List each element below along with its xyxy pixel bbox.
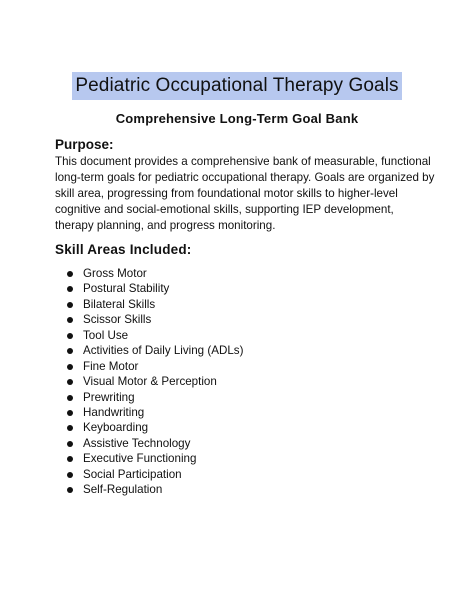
skill-area-label: Postural Stability <box>83 282 170 296</box>
skill-area-label: Fine Motor <box>83 359 139 373</box>
bullet-icon <box>67 302 73 308</box>
skill-area-label: Executive Functioning <box>83 452 197 466</box>
skill-area-list-item <box>64 482 243 497</box>
skill-area-label: Bilateral Skills <box>83 297 156 311</box>
skill-area-label: Prewriting <box>83 390 135 404</box>
skill-area-label: Social Participation <box>83 467 182 481</box>
bullet-icon <box>67 271 73 277</box>
skill-area-list-item <box>64 420 243 435</box>
skill-area-label: Visual Motor & Perception <box>83 375 217 389</box>
skill-area-list-item <box>64 281 243 296</box>
skill-area-list-item <box>64 436 243 451</box>
bullet-icon <box>67 348 73 354</box>
skill-area-list-item <box>64 297 243 312</box>
skill-area-list-item <box>64 467 243 482</box>
skill-areas-heading: Skill Areas Included: <box>55 242 192 257</box>
bullet-icon <box>67 364 73 370</box>
bullet-icon <box>67 487 73 493</box>
bullet-icon <box>67 456 73 462</box>
title-container <box>0 72 474 100</box>
skill-area-list-item <box>64 451 243 466</box>
skill-area-label: Scissor Skills <box>83 313 152 327</box>
document-title: Pediatric Occupational Therapy Goals <box>72 72 401 100</box>
skill-area-label: Tool Use <box>83 328 129 342</box>
bullet-icon <box>67 472 73 478</box>
skill-area-list-item <box>64 328 243 343</box>
bullet-icon <box>67 425 73 431</box>
skill-area-list-item <box>64 266 243 281</box>
document-subtitle: Comprehensive Long-Term Goal Bank <box>115 111 359 126</box>
skill-area-label: Keyboarding <box>83 421 149 435</box>
skill-area-label: Activities of Daily Living (ADLs) <box>83 344 244 358</box>
skill-area-list-item <box>64 312 243 327</box>
bullet-icon <box>67 379 73 385</box>
bullet-icon <box>67 286 73 292</box>
skill-area-list-item <box>64 405 243 420</box>
skill-area-list-item <box>64 374 243 389</box>
skill-area-label: Assistive Technology <box>83 436 191 450</box>
skill-areas-list <box>64 266 243 498</box>
bullet-icon <box>67 441 73 447</box>
skill-area-list-item <box>64 343 243 358</box>
bullet-icon <box>67 410 73 416</box>
bullet-icon <box>67 333 73 339</box>
skill-area-list-item <box>64 359 243 374</box>
skill-area-list-item <box>64 390 243 405</box>
skill-area-label: Handwriting <box>83 405 145 419</box>
skill-area-label: Self-Regulation <box>83 483 163 497</box>
purpose-heading: Purpose: <box>55 137 114 152</box>
bullet-icon <box>67 317 73 323</box>
purpose-paragraph: This document provides a comprehensive bank of measurable, functional long-term goals for pediatric occupational therapy. Goals are organized by skill area, progressing from foundational motor skills to higher-level cognitive and social-emotional skills, supporting IEP development, therapy planning, and progress monitoring. <box>55 155 435 232</box>
skill-area-label: Gross Motor <box>83 267 147 280</box>
bullet-icon <box>67 395 73 401</box>
